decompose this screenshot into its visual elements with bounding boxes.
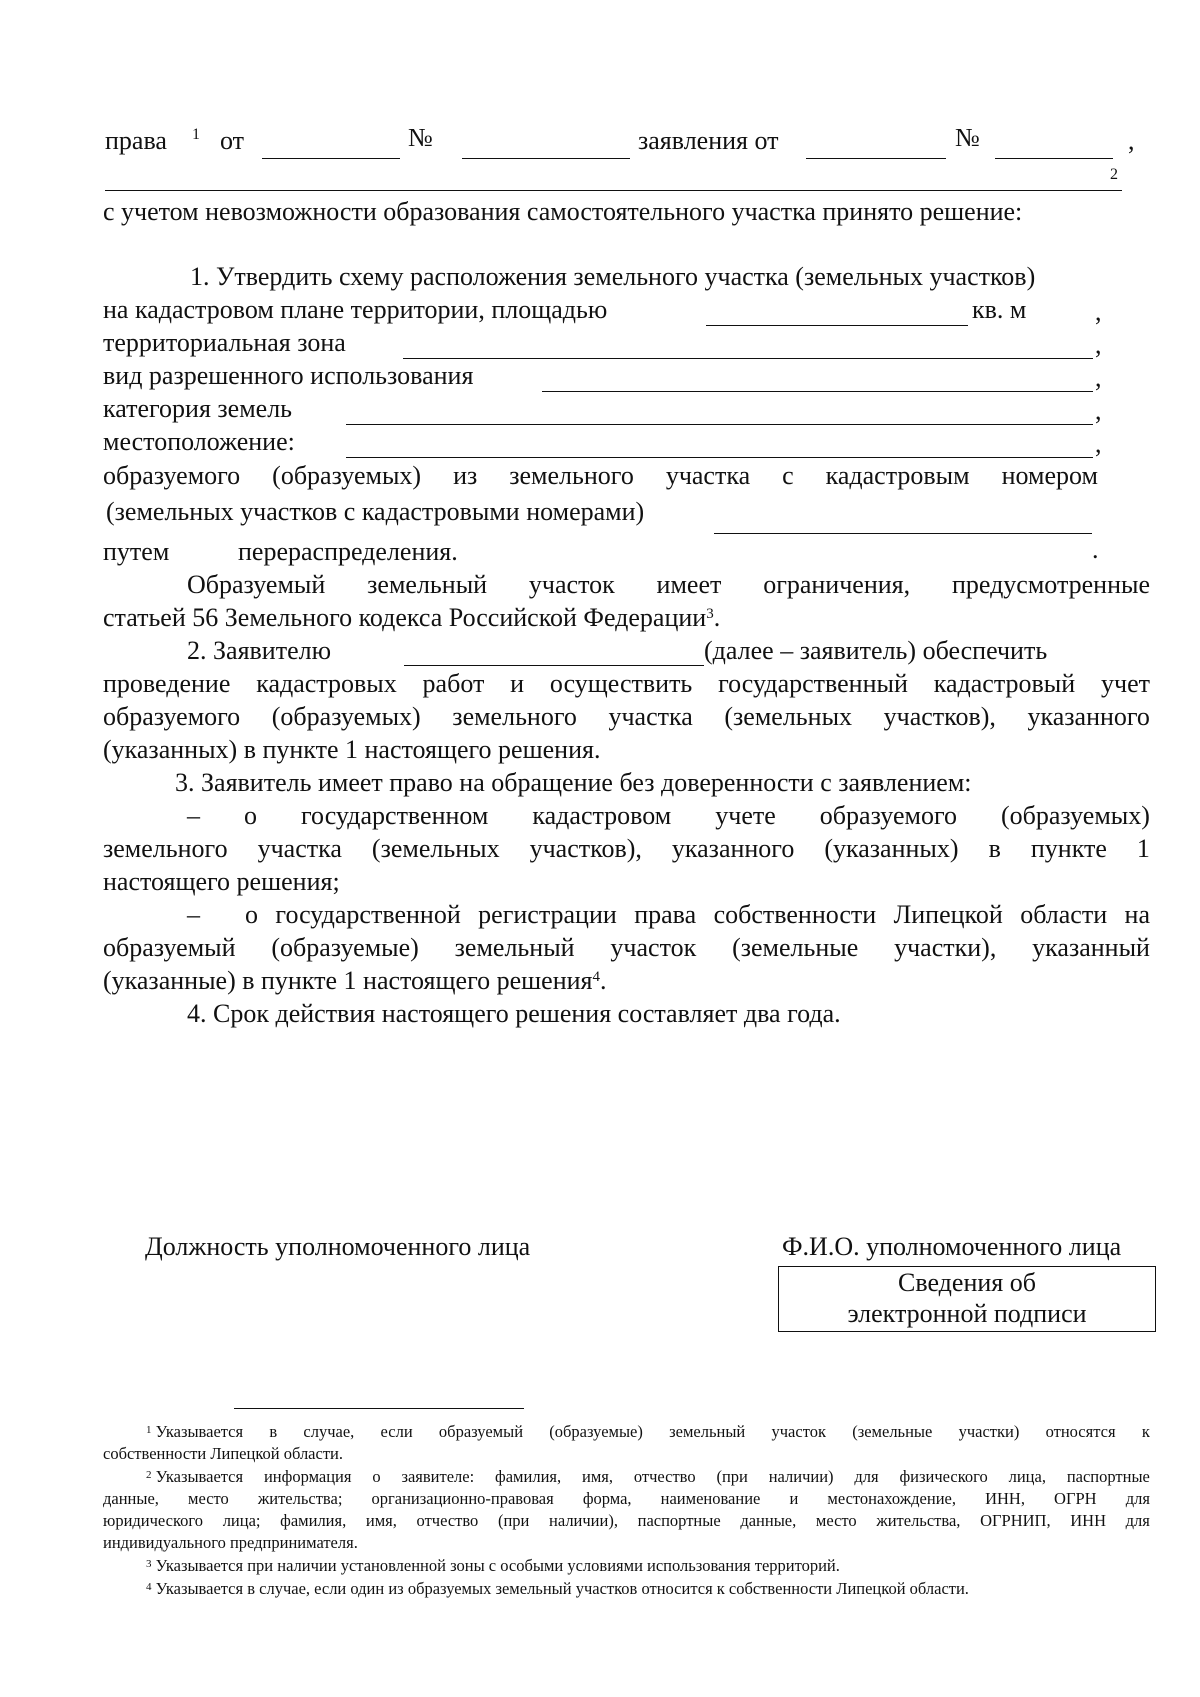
word: участок [528,570,615,599]
item4-text: 4. Срок действия настоящего решения составляет два года. [187,999,841,1028]
word: жительства, [876,1511,961,1530]
word: (при [716,1467,748,1486]
number-blank-2[interactable] [995,158,1113,159]
word: государственном [301,801,489,830]
footnote-ref-1: 1 [192,126,200,143]
plots-label: (земельных участков с кадастровыми номерами) [106,497,645,526]
word: земельного [509,461,634,490]
comma-use: , [1095,363,1102,392]
item3-bullet2-line1: о государственной регистрации права собственности Липецкой области на [245,900,1150,929]
footnote-1-line2: собственности Липецкой области. [103,1444,343,1463]
word: участка [608,702,693,731]
item3-bullet2-dash: – [187,900,200,929]
word: место [815,1511,857,1530]
word: имя, [581,1467,613,1486]
word: лица, [1008,1467,1046,1486]
category-blank[interactable] [346,424,1093,425]
restrictions-line2 [103,603,720,633]
word: паспортные [1066,1467,1150,1486]
word [146,1466,243,1488]
footnote-4-number: 4 [146,1581,152,1593]
footnote-4-text: Указывается в случае, если один из образуемых земельный участков относится к собственности Липецкой области. [155,1579,969,1598]
footnote-2-number: 2 [146,1469,152,1481]
comma-area: , [1095,297,1102,326]
word: (образуемых) [271,702,421,731]
date-blank-2[interactable] [806,158,946,159]
word: участков), [529,834,642,863]
word: наличии) [768,1467,834,1486]
word: относятся [1045,1422,1116,1441]
word: фамилия, [280,1511,347,1530]
word: если [380,1422,413,1441]
use-label: вид разрешенного использования [103,361,474,390]
word: – [187,801,200,830]
item1-line1: 1. Утвердить схему расположения земельного участка (земельных участков) [190,262,1036,291]
bullet2-end: . [599,966,607,995]
word: (земельные [732,933,859,962]
word: из [453,461,478,490]
item2-line4: (указанных) в пункте 1 настоящего решения. [103,735,601,764]
applicant-blank[interactable] [404,665,704,666]
item2-line2 [103,669,1150,699]
word: имя, [365,1511,397,1530]
zone-label: территориальная зона [103,328,346,357]
word: земельного [103,834,228,863]
item2-line3 [103,702,1150,732]
word: участка [665,461,751,490]
word: пункте [1030,834,1107,863]
word [146,1421,243,1443]
cadastral-numbers-blank[interactable] [714,533,1092,534]
restrictions-line1 [187,570,1150,600]
word: отчество [633,1467,696,1486]
location-blank[interactable] [346,457,1093,458]
word: участок [771,1422,826,1441]
use-blank[interactable] [542,391,1093,392]
word: кадастровым [825,461,970,490]
word: образуемого [103,702,241,731]
redistribution-label: перераспределения. [238,537,458,566]
word: проведение [103,669,231,698]
zone-blank[interactable] [403,358,1093,359]
word: кадастровый [933,669,1076,698]
word: образуемый [438,1422,524,1441]
word: Образуемый [187,570,326,599]
word: указанного [1027,702,1150,731]
word: земельного [452,702,577,731]
word: ограничения, [763,570,911,599]
word: (при [497,1511,530,1530]
footnote-ref-4: 4 [592,969,600,985]
number-sign-2: № [955,123,980,152]
footnote-2-line2 [103,1488,1150,1510]
word: участки) [958,1422,1020,1441]
word: (образуемые) [271,933,419,962]
item3-bullet2-line3 [103,966,606,996]
word: лица; [222,1511,261,1530]
word: кадастровом [532,801,672,830]
word: осуществить [549,669,693,698]
word: в [988,834,1001,863]
word: о [372,1467,381,1486]
word: указанного [671,834,795,863]
applicant-info-line[interactable] [105,190,1122,191]
word: ОГРНИП, [980,1511,1051,1530]
item2-rest: (далее – заявитель) обеспечить [704,636,1048,665]
word: кадастровых [256,669,397,698]
word: жительства; [257,1489,343,1508]
footnote-1-number: 1 [146,1424,152,1436]
item3-bullet1-line1 [187,801,1150,831]
word: (указанных) [824,834,959,863]
footnote-2-line3 [103,1510,1150,1532]
word: к [1141,1422,1150,1441]
footnote-1-line1 [146,1421,1150,1443]
formed-from-line [103,461,1098,491]
footnote-ref-3: 3 [706,606,714,622]
word: ИНН, [985,1489,1025,1508]
header-comma: , [1128,126,1135,155]
way-label: путем [103,537,170,566]
footnote-ref-2: 2 [1110,166,1118,183]
esign-line2: электронной подписи [847,1299,1087,1328]
word: для [1125,1489,1150,1508]
word: (образуемые) [549,1422,643,1441]
word: физического [899,1467,988,1486]
word: земельный [669,1422,746,1441]
item3-bullet2-line2 [103,933,1150,963]
fio-label: Ф.И.О. уполномоченного лица [782,1232,1122,1261]
word: с [782,461,794,490]
word: случае, [303,1422,355,1441]
footnote-2-line1 [146,1466,1150,1488]
esign-box [778,1266,1156,1332]
footnote-3-number: 3 [146,1558,152,1570]
word: о [244,801,258,830]
word: данные, [740,1511,797,1530]
word: образуемый [103,933,236,962]
word: наименование [660,1489,761,1508]
item2-start: 2. Заявителю [187,636,332,665]
word: предусмотренные [951,570,1150,599]
word: информация [263,1467,352,1486]
word: земельный [367,570,488,599]
location-label: местоположение: [103,427,295,456]
word: заявителе: [401,1467,475,1486]
word: учете [715,801,776,830]
date-blank-1[interactable] [262,158,400,159]
word: (земельные [852,1422,933,1441]
word: имеет [656,570,722,599]
word: Указывается [155,1467,244,1486]
footnote-3 [146,1555,840,1577]
word: ОГРН [1054,1489,1097,1508]
word: государственный [718,669,908,698]
restrictions-text: статьей 56 Земельного кодекса Российской Федерации [103,603,707,632]
word: участков), [883,702,996,731]
word: (земельных [371,834,500,863]
word: фамилия, [495,1467,562,1486]
restrictions-end: . [713,603,721,632]
item3-bullet1-line3: настоящего решения; [103,867,340,896]
word: работ [422,669,485,698]
word: паспортные [637,1511,721,1530]
prava-label: права [105,126,167,155]
item1-area-label: на кадастровом плане территории, площадью [103,295,608,324]
word: и [789,1489,799,1508]
word: участки), [894,933,997,962]
application-from-label: заявления от [638,126,779,155]
word: (земельных [724,702,853,731]
footnote-3-text: Указывается при наличии установленной зоны с особыми условиями использования территорий. [155,1556,840,1575]
word: (образуемых) [272,461,422,490]
word: Указывается [155,1422,244,1441]
item3-bullet1-line2 [103,834,1150,864]
category-label: категория земель [103,394,293,423]
comma-category: , [1095,396,1102,425]
word: данные, [103,1489,159,1508]
word: местонахождение, [827,1489,956,1508]
word: наличии), [549,1511,618,1530]
word: (образуемых) [1000,801,1150,830]
item3-line1: 3. Заявитель имеет право на обращение без доверенности с заявлением: [175,768,972,797]
esign-line1: Сведения об [898,1268,1036,1297]
word: ИНН [1070,1511,1106,1530]
word: участок [610,933,697,962]
footnote-4 [146,1578,969,1600]
word: в [269,1422,278,1441]
kv-m-label: кв. м [972,295,1027,324]
word: и [510,669,525,698]
word: форма, [582,1489,632,1508]
footnote-2-line4: индивидуального предпринимателя. [103,1533,358,1552]
word: для [854,1467,879,1486]
word: участка [257,834,342,863]
word: место [188,1489,229,1508]
word: образуемого [819,801,957,830]
word: указанный [1032,933,1150,962]
comma-location: , [1095,429,1102,458]
word: номером [1001,461,1098,490]
ot-label: от [220,126,245,155]
comma-zone: , [1095,330,1102,359]
word: для [1125,1511,1150,1530]
footnote-separator [234,1408,524,1409]
word: учет [1101,669,1150,698]
word: отчество [416,1511,479,1530]
number-blank-1[interactable] [462,158,630,159]
redistribution-dot: . [1092,535,1099,564]
intro-text: с учетом невозможности образования самостоятельного участка принято решение: [103,197,1023,226]
area-blank[interactable] [706,325,968,326]
bullet2-text: (указанные) в пункте 1 настоящего решения [103,966,593,995]
word: юридического [103,1511,204,1530]
word: 1 [1136,834,1150,863]
word: образуемого [103,461,241,490]
word: земельный [454,933,575,962]
word: организационно-правовая [371,1489,554,1508]
number-sign-1: № [408,123,433,152]
position-label: Должность уполномоченного лица [145,1232,531,1261]
